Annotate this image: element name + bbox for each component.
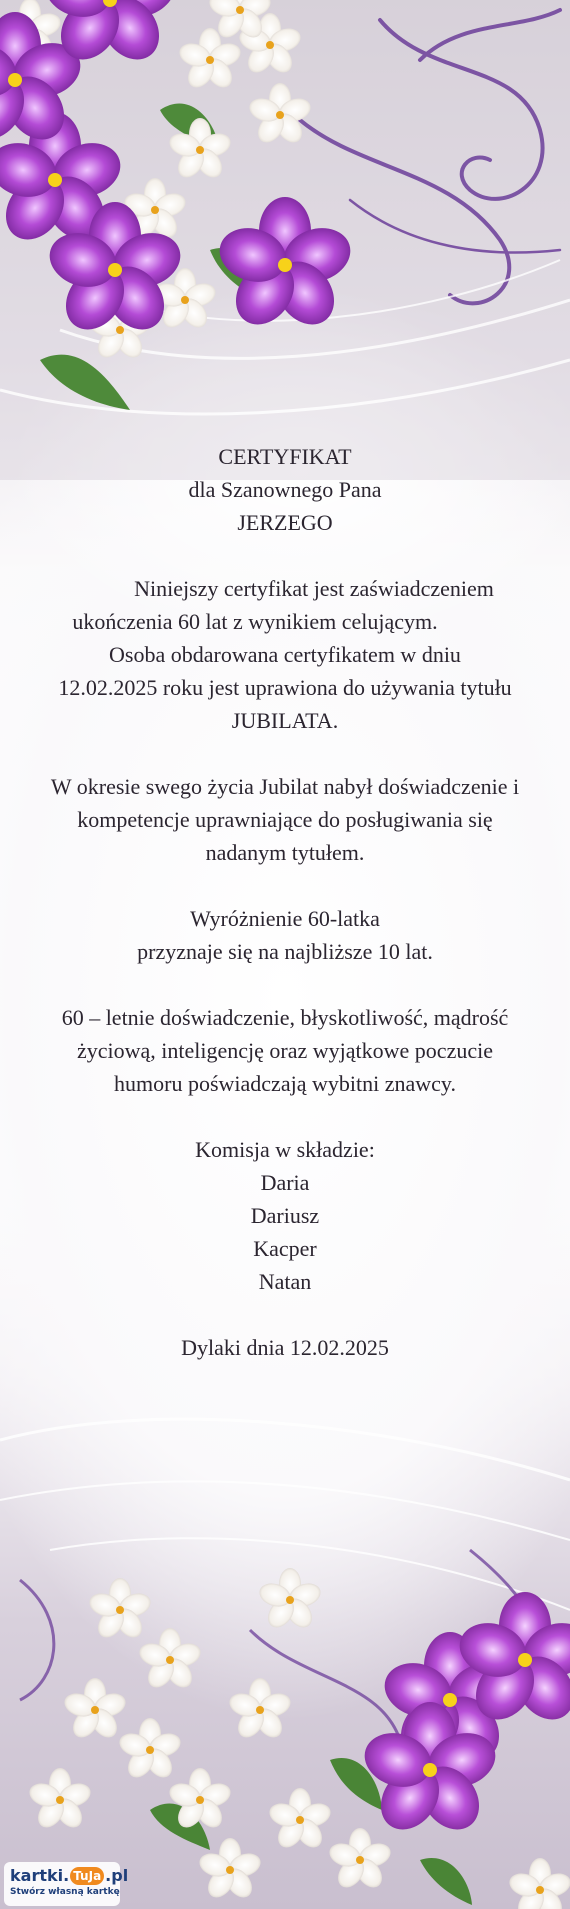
paragraph-line: ukończenia 60 lat z wynikiem celującym. xyxy=(72,609,438,634)
paragraph-line: Wyróżnienie 60-latka xyxy=(190,906,380,931)
violet-flower-icon xyxy=(358,1592,570,1841)
swirl-ornament-icon xyxy=(20,1550,545,1740)
certificate-text xyxy=(30,440,540,1364)
leaf-icon xyxy=(40,104,262,410)
leaf-icon xyxy=(150,1758,472,1905)
brand-name-part2: TuJa xyxy=(70,1867,104,1885)
paragraph-line: W okresie swego życia Jubilat nabył doświadczenie i xyxy=(50,774,520,799)
paragraph-line: przyznaje się na najbliższe 10 lat. xyxy=(137,939,433,964)
paragraph-line: kompetencje uprawniające do posługiwania się xyxy=(77,807,493,832)
committee-member: Daria xyxy=(260,1170,310,1195)
brand-name-part1: kartki. xyxy=(10,1866,70,1885)
white-flower-icon xyxy=(0,0,314,362)
top-floral-decoration xyxy=(0,0,570,480)
committee-member: Natan xyxy=(258,1269,312,1294)
swirl-ornament-icon xyxy=(300,10,560,303)
brand-tagline: Stwórz własną kartkę xyxy=(10,1887,120,1897)
paragraph-line: humoru poświadczają wybitni znawcy. xyxy=(114,1071,456,1096)
committee-member: Dariusz xyxy=(250,1203,320,1228)
brand-logo xyxy=(10,1866,128,1885)
recipient-name: JERZEGO xyxy=(237,510,333,535)
paragraph-line: Osoba obdarowana certyfikatem w dniu xyxy=(109,642,461,667)
certificate-title: CERTYFIKAT xyxy=(218,444,352,469)
paragraph-line: Niniejszy certyfikat jest zaświadczeniem xyxy=(134,576,494,601)
paragraph-line: 60 – letnie doświadczenie, błyskotliwość, mądrość xyxy=(61,1005,509,1030)
bottom-floral-decoration xyxy=(0,1380,570,1909)
paragraph-line: JUBILATA. xyxy=(231,708,339,733)
committee-member: Kacper xyxy=(253,1236,317,1261)
brand-watermark[interactable] xyxy=(4,1862,129,1906)
paragraph-line: życiową, inteligencję oraz wyjątkowe poczucie xyxy=(77,1038,493,1063)
signature-line: Dylaki dnia 12.02.2025 xyxy=(181,1335,389,1360)
white-flower-icon xyxy=(26,1568,570,1909)
paragraph-line: nadanym tytułem. xyxy=(205,840,365,865)
committee-label: Komisja w składzie: xyxy=(195,1137,375,1162)
addressee-line: dla Szanownego Pana xyxy=(188,477,382,502)
brand-name-part3: .pl xyxy=(105,1866,129,1885)
paragraph-line: 12.02.2025 roku jest uprawiona do używania tytułu xyxy=(58,675,512,700)
violet-flower-icon xyxy=(0,0,357,341)
